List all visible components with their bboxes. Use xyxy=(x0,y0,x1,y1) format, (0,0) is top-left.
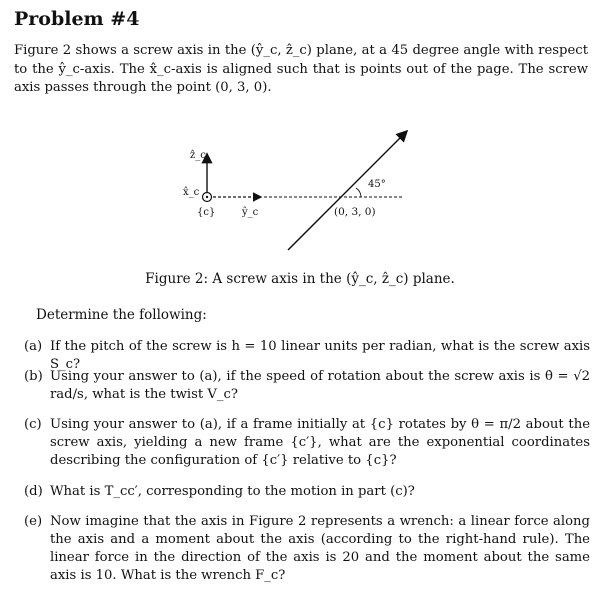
screw-axis-line xyxy=(288,132,406,250)
determine-heading: Determine the following: xyxy=(36,307,207,323)
question-label: (d) xyxy=(24,484,43,499)
y-axis-label: ŷ_c xyxy=(242,207,259,218)
question-label: (e) xyxy=(24,514,43,529)
question-c xyxy=(24,416,590,470)
question-b xyxy=(24,368,590,404)
x-axis-label: x̂_c xyxy=(183,187,200,198)
screw-axis-figure xyxy=(160,122,460,257)
question-e xyxy=(24,513,590,585)
question-label: (b) xyxy=(24,369,43,384)
question-text: If the pitch of the screw is h = 10 linear units per radian, what is the screw axis S_c? xyxy=(50,339,590,372)
question-label: (a) xyxy=(24,339,43,354)
problem-heading: Problem #4 xyxy=(14,8,140,30)
question-text: What is T_cc′, corresponding to the motion in part (c)? xyxy=(50,484,415,499)
problem-intro: Figure 2 shows a screw axis in the (ŷ_c, ẑ_c) plane, at a 45 degree angle with respect to the ŷ_c-axis. The x̂_c-axis is aligned such that is points out of the page. The screw axis passes through the point (0, 3, 0). xyxy=(14,43,588,95)
question-text: Using your answer to (a), if a frame initially at {c} rotates by θ = π/2 about the screw axis, yielding a new frame {c′}, what are the exponential coordinates describing the configuration of {c′} relative to {c}? xyxy=(50,417,590,468)
frame-label: {c} xyxy=(197,207,216,218)
question-text: Using your answer to (a), if the speed of rotation about the screw axis is θ̇ = √2 rad/s, what is the twist V_c? xyxy=(50,369,590,402)
question-d xyxy=(24,483,590,501)
angle-label: 45° xyxy=(368,179,386,190)
angle-arc xyxy=(356,188,361,197)
figure-svg xyxy=(160,122,460,257)
question-text: Now imagine that the axis in Figure 2 represents a wrench: a linear force along the axis and a moment about the axis (according to the right-hand rule). The linear force in the direction of the axis is 20 and the moment about the same axis is 10. What is the wrench F_c? xyxy=(50,514,590,583)
question-label: (c) xyxy=(24,417,42,432)
figure-caption: Figure 2: A screw axis in the (ŷ_c, ẑ_c) plane. xyxy=(145,271,455,287)
z-axis-label: ẑ_c xyxy=(190,150,206,161)
point-label: (0, 3, 0) xyxy=(334,206,376,218)
